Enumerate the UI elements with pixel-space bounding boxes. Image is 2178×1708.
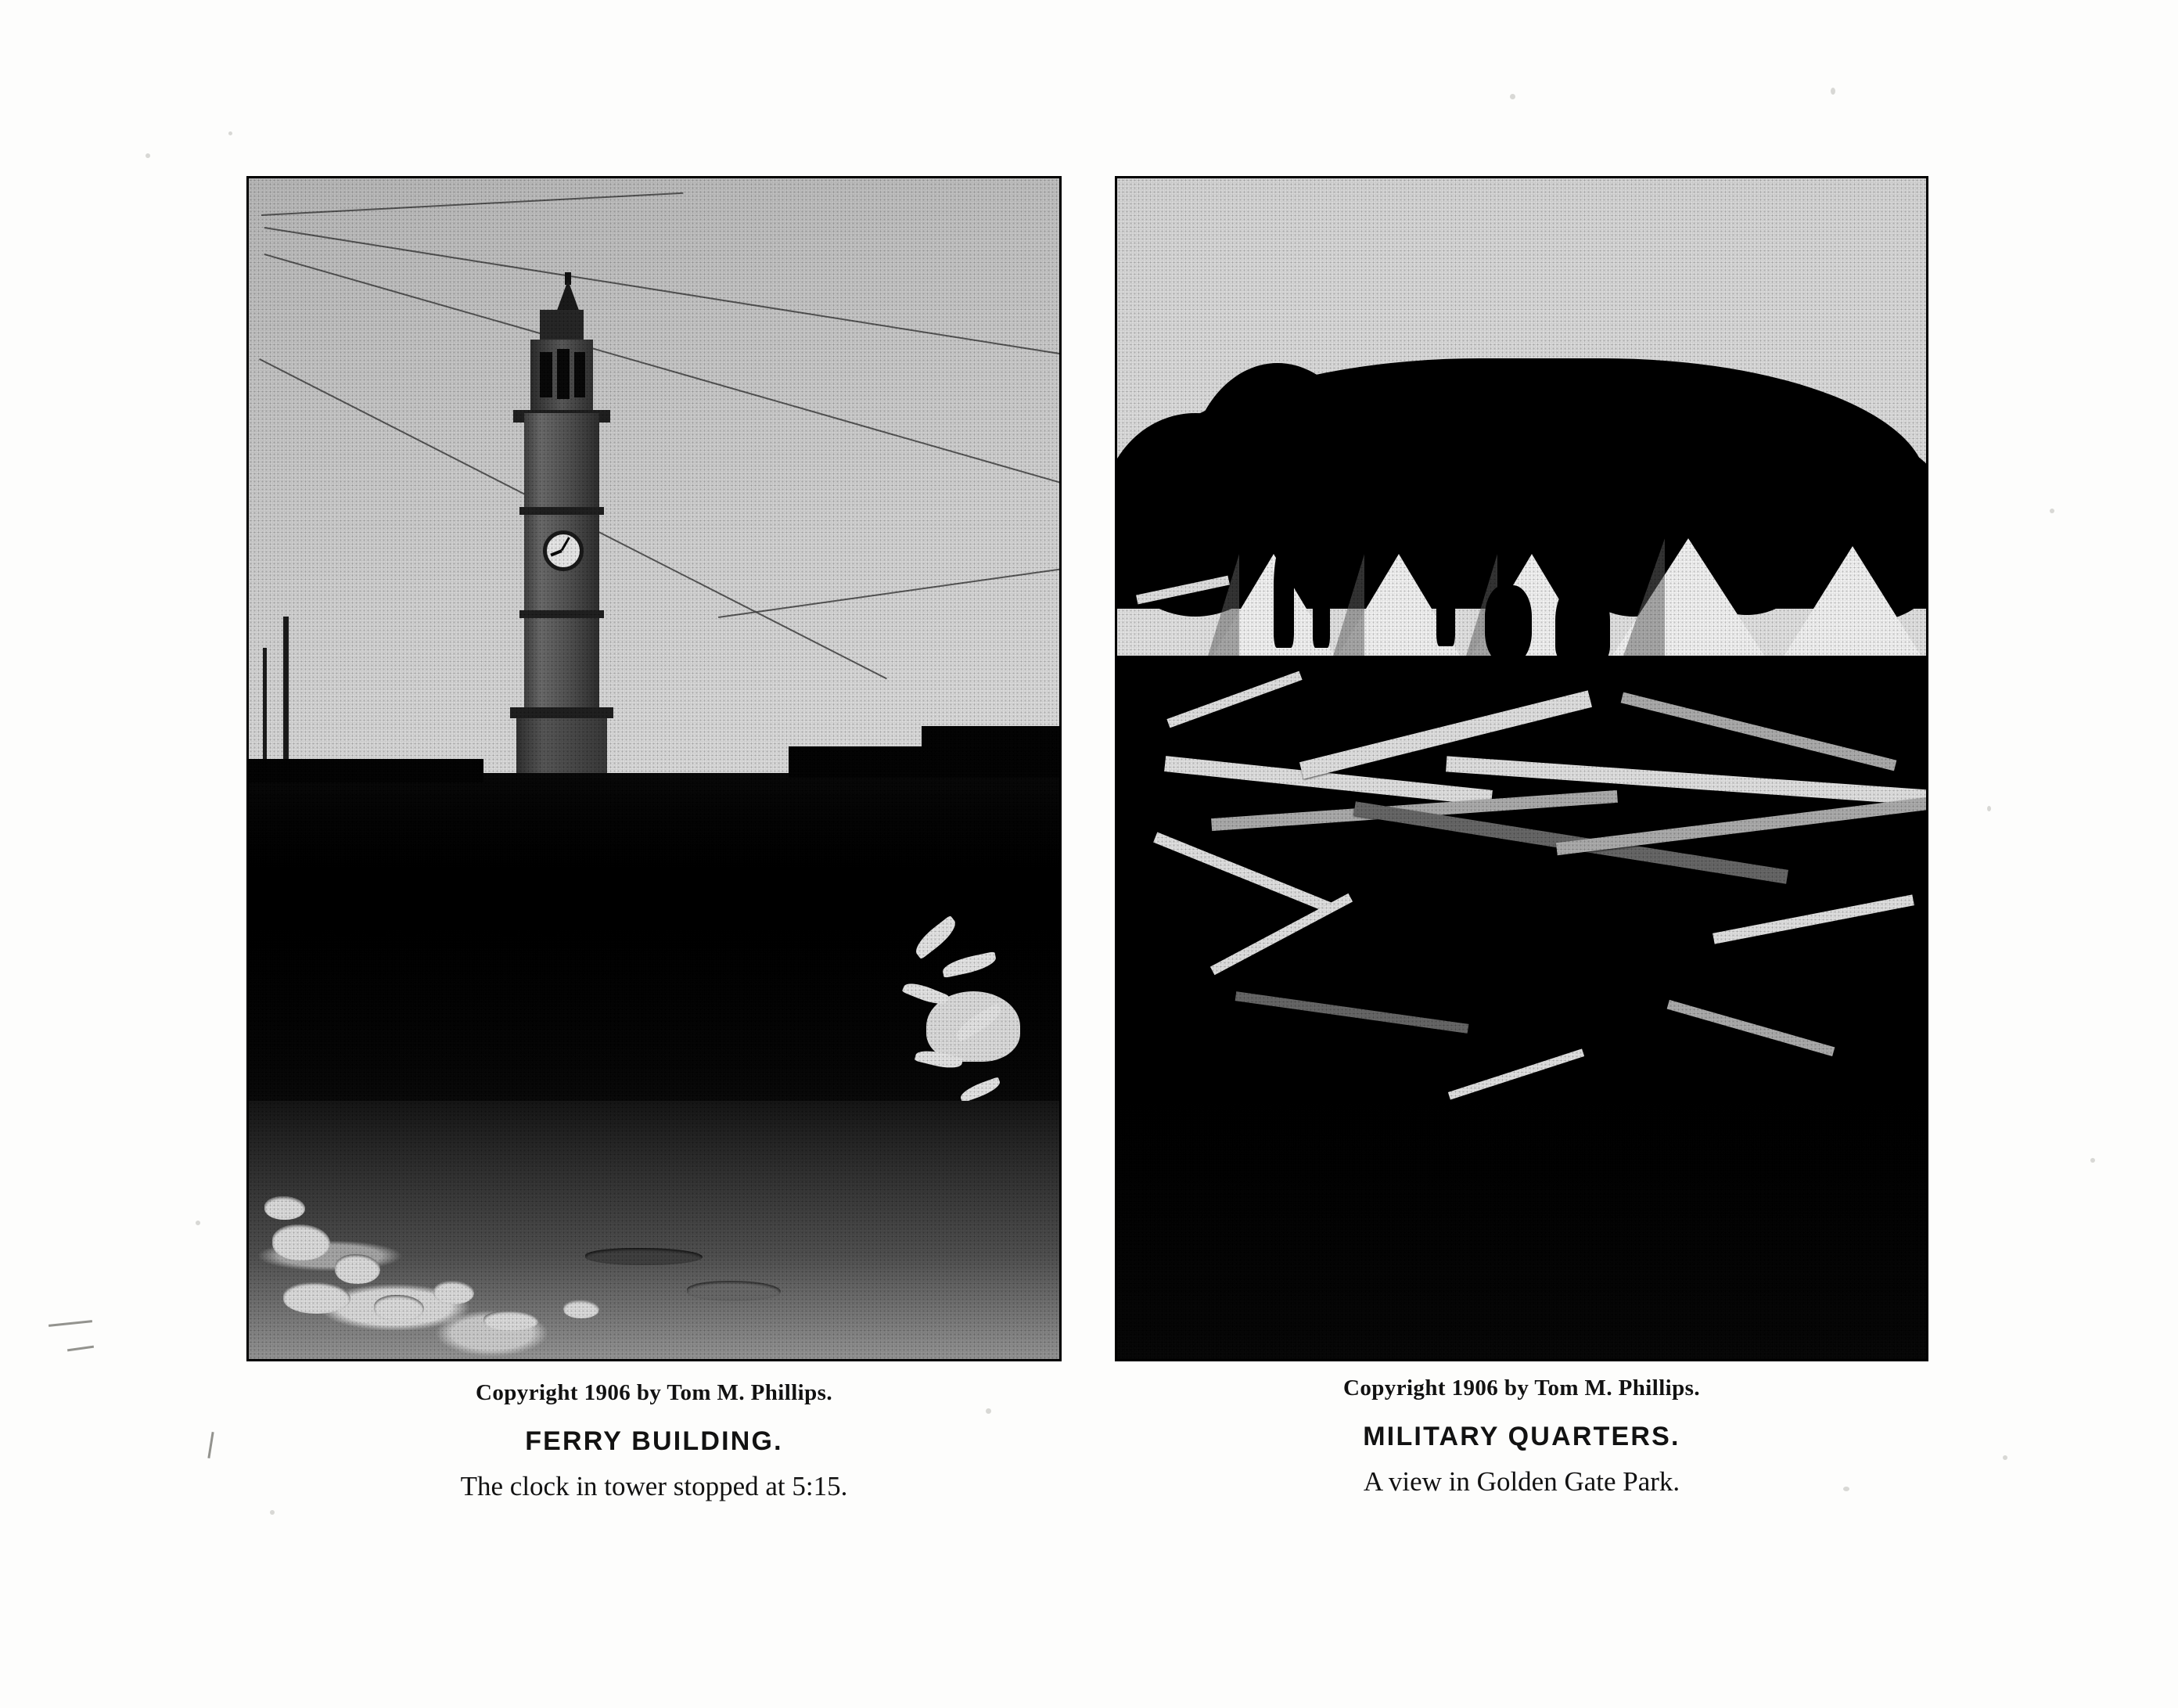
terminal-roofline — [789, 746, 929, 778]
rubble-stone — [585, 1248, 703, 1265]
army-tent-shadow — [1328, 554, 1364, 671]
tower-cap — [540, 310, 584, 341]
figure-ferry-building — [246, 176, 1062, 1502]
clock-hour-hand — [550, 549, 562, 556]
rubble-stone — [374, 1295, 424, 1321]
figure-subtitle: The clock in tower stopped at 5:15. — [460, 1471, 848, 1501]
rubble-stone — [335, 1254, 380, 1284]
tower-cornice — [519, 610, 604, 618]
belfry-opening — [540, 352, 552, 397]
photo-military-quarters — [1115, 176, 1928, 1361]
rubble-stone — [483, 1311, 538, 1331]
rubble-stone — [563, 1300, 599, 1318]
figure-title: FERRY BUILDING. — [525, 1426, 783, 1456]
leaf — [911, 915, 961, 960]
figure-title: MILITARY QUARTERS. — [1363, 1422, 1680, 1451]
army-tent-shadow — [1618, 538, 1665, 671]
belfry-opening — [574, 352, 585, 397]
copyright-line: Copyright 1906 by Tom M. Phillips. — [476, 1380, 832, 1405]
leaf — [902, 979, 950, 1009]
rubble-field — [249, 1101, 1059, 1359]
figure-subtitle: A view in Golden Gate Park. — [1363, 1466, 1680, 1497]
army-tent — [1774, 546, 1928, 671]
crowd-silhouette — [540, 883, 559, 936]
crowd-silhouette — [304, 883, 324, 937]
army-tent-shadow — [1203, 554, 1239, 671]
crowd-silhouette — [499, 875, 519, 936]
rubble-stone — [272, 1224, 330, 1260]
person-silhouette — [1274, 546, 1294, 648]
person-silhouette — [1555, 577, 1610, 663]
leaf — [952, 1003, 1005, 1042]
rubble-stone — [283, 1282, 350, 1314]
leaf — [941, 951, 998, 978]
terminal-roofline — [249, 759, 483, 782]
rubble-stone — [433, 1281, 474, 1304]
utility-pole — [263, 648, 267, 765]
photo-ferry-building — [246, 176, 1062, 1361]
crowd-silhouette — [333, 887, 352, 937]
crowd-silhouette — [366, 879, 388, 937]
caption-military-quarters — [1115, 1375, 1928, 1498]
rubble-stone — [264, 1196, 305, 1220]
caption-ferry-building — [246, 1380, 1062, 1502]
terminal-roofline — [922, 726, 1062, 778]
belfry-opening — [557, 349, 570, 399]
leaf — [915, 1047, 964, 1072]
leaf — [958, 1077, 1002, 1103]
crowd-silhouette — [402, 884, 419, 936]
tower-belfry — [530, 340, 593, 415]
person-silhouette — [1485, 585, 1532, 663]
tower-clock-face — [543, 530, 584, 571]
tower-cornice — [510, 707, 613, 718]
utility-pole — [283, 617, 289, 765]
tower-cornice — [519, 507, 604, 515]
person-silhouette — [1436, 559, 1455, 646]
figure-military-quarters — [1115, 176, 1928, 1498]
ferry-building-clock-tower — [507, 272, 616, 804]
rubble-stone — [687, 1281, 781, 1301]
clock-minute-hand — [561, 537, 570, 551]
copyright-line: Copyright 1906 by Tom M. Phillips. — [1343, 1375, 1700, 1401]
person-silhouette — [1313, 570, 1330, 648]
